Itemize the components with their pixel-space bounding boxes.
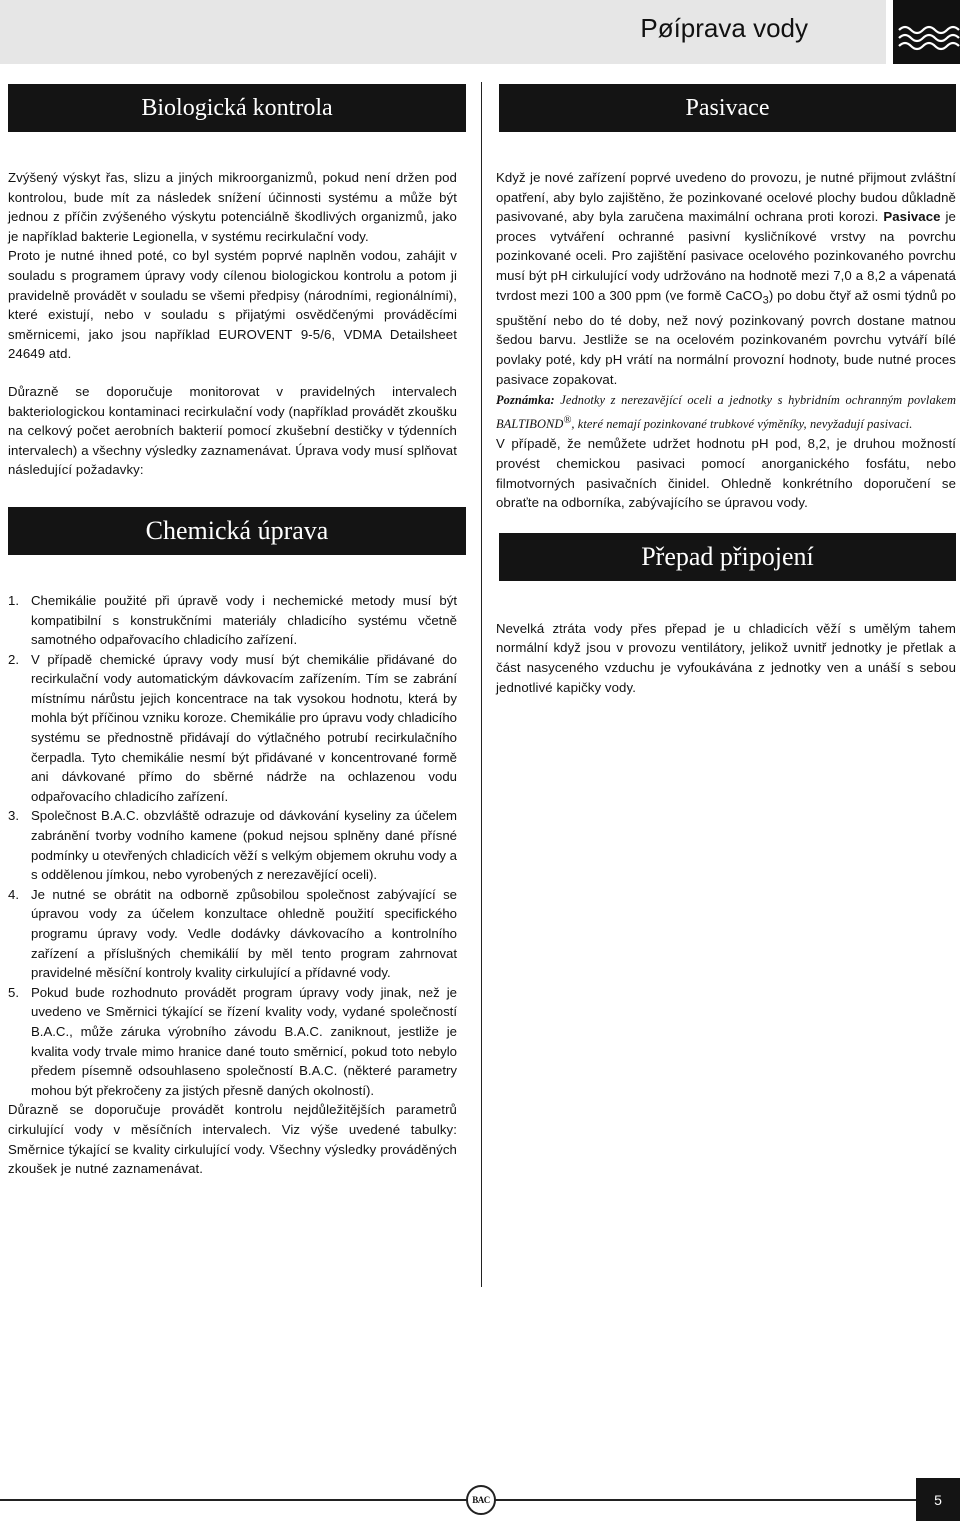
left-column (0, 84, 466, 1179)
section-heading-drift-text: Přepad připojení (641, 541, 814, 571)
section-heading-drift (499, 533, 956, 581)
closing-paragraph: Důrazně se doporučuje provádět kontrolu nejdůležitějších parametrů cirkulující vody v měsíčních intervalech. Viz výše uvedené tabulky: Směrnice týkající se kvality cirkulující vody. Všechny výsledky prováděných zkoušek je nutné zaznamenávat. (8, 1102, 457, 1177)
passivation-paragraph-2: V případě, že nemůžete udržet hodnotu pH pod, 8,2, je druhou možností provést chemickou pasivaci pomocí anorganického fosfátu, nebo filmotvorných pasivačních činidel. Ohledně konkrétního doporučení se obraťte na odborníka, zabývajícího se úpravou vody. (496, 436, 956, 511)
bac-logo (466, 1485, 496, 1515)
section-heading-chemical-text: Chemická úprava (145, 515, 329, 545)
passivation-paragraph-1: Když je nové zařízení poprvé uvedeno do provozu, je nutné přijmout zvláštní opatření, aby bylo zajištěno, že pozinkované ocelové plochy budou důkladně pasivované, aby byla zaručena maximální ochrana proti korozi. Pasivace je proces vytváření ochranné pasivní kysličníkové vrstvy na povrchu pozinkované oceli. Pro zajištění pasivace ocelového pozinkovaného povrchu musí být pH cirkulující vody udržováno na hodnotě mezi 7,0 a 8,2 a vápenatá tvrdost mezi 100 a 300 ppm (ve formě CaCO$_3$) po dobu čtyř až osmi týdnů po spuštění nebo do té doby, než nový pozinkovaný povrch dostane matnou šedou barvu. Jestliže se na ocelovém pozinkovaném povrchu vytváří bílé povlaky poté, kdy pH vrátí na normální provozní hodnoty, bude nutné proces pasivace zopakovat. (496, 170, 956, 387)
column-divider (481, 82, 482, 1287)
note-label: Poznámka: (496, 393, 555, 408)
bio-paragraph-2: Proto je nutné ihned poté, co byl systém poprvé naplněn vodou, zahájit v souladu s programem úpravy vody cílenou biologickou kontrolu a potom ji pravidelně provádět v souladu se všemi předpisy (národními, regionálními), které existují, nebo v souladu s přijatými osvědčenými prováděcími směrnicemi, jako jsou například EUROVENT 9-5/6, VDMA Detailsheet 24649 atd. (8, 248, 457, 362)
note-paragraph: Poznámka: Jednotky z nerezavějící oceli a jednotky s hybridním ochranným povlakem BALTIBOND®, které nemají pozinkované trubkové výměníky, nevyžadují pasivaci. (496, 393, 956, 431)
passivation-term: Pasivace (883, 209, 941, 225)
section-heading-biological (8, 84, 466, 132)
bio-paragraph-1: Zvýšený výskyt řas, slizu a jiných mikroorganizmů, pokud není držen pod kontrolou, bude mít za následek snížení účinnosti systému a může být jednou z příčin zvýšeného výskytu potenciálně škodlivých organizmů, jako je například bakterie Legionella, v systému recirkulační vody. (8, 170, 457, 244)
waves-icon (893, 0, 960, 64)
section-heading-chemical (8, 507, 466, 555)
drift-paragraph: Nevelká ztráta vody přes přepad je u chladicích věží s umělým tahem normální když jsou v provozu ventilátory, jelikož uvnitř jednotky je přetlak a část nasyceného vzduchu je vyfoukávána z jednotky ven a unáší s sebou jednotlivé kapičky vody. (496, 620, 956, 695)
page-number-box (916, 1478, 960, 1521)
list-item: 3. Společnost B.A.C. obzvláště odrazuje od dávkování kyseliny za účelem zabránění tvorby vodního kamene (pokud nejsou splněny dané přísné podmínky u otevřených chladicích věží s velkým objemem okruhu vody a s oddělenou jímkou, nebo vyrobených z nerezavějící oceli). (8, 808, 457, 883)
section-heading-passivation (499, 84, 956, 132)
requirements-list (8, 591, 457, 1100)
section-heading-passivation-text: Pasivace (685, 94, 770, 121)
list-item: 2. V případě chemické úpravy vody musí být chemikálie přidávané do recirkulační vody automatickým dávkovacím zařízením. Tím se zabrání místnímu nárůstu jejich koncentrace na tak vysokou hodnotu, která by mohla být příčinou vzniku koroze. Chemikálie pro úpravu vody chladicího systému se přednostně přidávají do výtlačného potrubí recirkulačního čerpadla. Tyto chemikálie nesmí být přidávané v koncentrované formě ani dávkované přímo do sběrné nádrže na ochlazenou vodu odpařovacího chladicího zařízení. (8, 651, 457, 804)
list-item: 5. Pokud bude rozhodnuto provádět program úpravy vody jinak, než je uvedeno ve Směrnici týkající se řízení kvality vody, vydané společností B.A.C., může záruka výrobního závodu B.A.C. zaniknout, jestliže je kvalita vody trvale mimo hranice dané touto směrnicí, pokud toto nebylo předem písemně odsouhlaseno společností B.A.C. (některé parametry mohou být překročeny za jistých přesně daných okolností). (8, 984, 457, 1098)
list-item: 1. Chemikálie použité při úpravě vody i nechemické metody musí být kompatibilní s konstrukčními materiály chladicího systému včetně samotného odpařovacího chladicího zařízení. (8, 592, 457, 648)
page-number: 5 (934, 1491, 942, 1508)
header-band (0, 0, 886, 64)
bac-logo-text: BAC (472, 1495, 490, 1505)
footer-rule (0, 1499, 916, 1501)
bio-paragraph-3: Důrazně se doporučuje monitorovat v pravidelných intervalech bakteriologickou kontaminaci recirkulační vody (například provádět zkoušku na celkový počet aerobních bakterií pomocí zkušební destičky v týdenních intervalech) a všechny výsledky zaznamenávat. Úprava vody musí splňovat následující požadavky: (8, 383, 457, 478)
right-column (496, 84, 956, 697)
page-title: Pøíprava vody (640, 13, 808, 43)
list-item: 4. Je nutné se obrátit na odborně způsobilou společnost zabývající se úpravou vody za účelem konzultace ohledně použití specifického programu úpravy vody. Vedle dodávky dávkovacího a kontrolního zařízení a příslušných chemikálií by měl tento program zahrnovat pravidelné měsíční kontroly kvality cirkulující a přídavné vody. (8, 886, 457, 981)
section-heading-biological-text: Biologická kontrola (141, 94, 333, 121)
